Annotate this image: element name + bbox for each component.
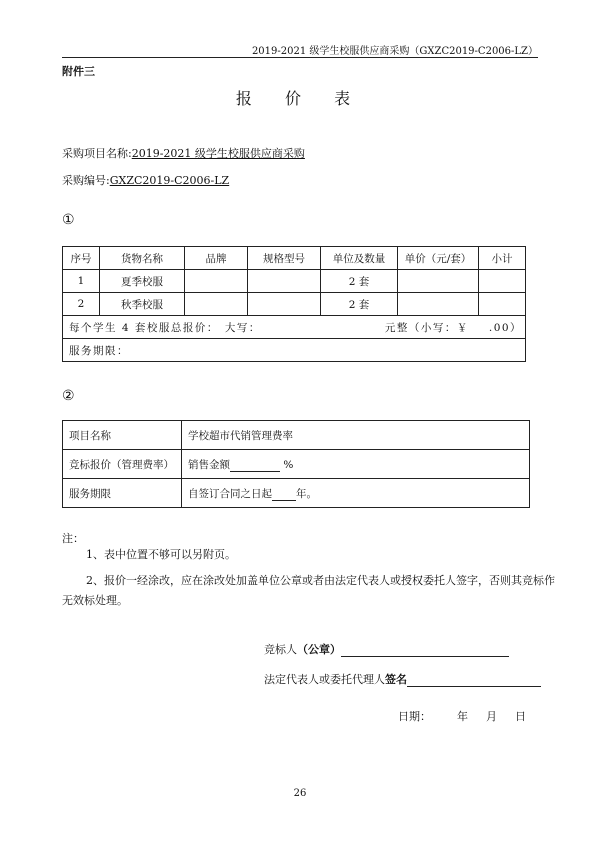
cell-unit-price[interactable] (398, 293, 479, 316)
cell-qty: 2 套 (321, 293, 398, 316)
table-row (63, 293, 526, 316)
period-years-blank[interactable] (272, 488, 296, 501)
col-header: 品牌 (185, 247, 248, 270)
project-code-line (62, 172, 229, 188)
cell-name: 秋季校服 (100, 293, 185, 316)
cell-no: 2 (63, 293, 100, 316)
fee-value: 学校超市代销管理费率 (182, 421, 530, 450)
total-row (63, 316, 526, 339)
running-header: 2019-2021 级学生校服供应商采购（GXZC2019-C2006-LZ） (251, 46, 538, 57)
col-header: 小计 (479, 247, 526, 270)
project-name-label: 采购项目名称: (62, 147, 132, 160)
table-row (63, 450, 530, 479)
fee-prefix: 销售金额 (188, 458, 230, 471)
cell-model[interactable] (248, 270, 321, 293)
col-header: 规格型号 (248, 247, 321, 270)
bidder-seal: （公章） (297, 643, 341, 656)
date-label: 日期： (398, 710, 431, 723)
cell-name: 夏季校服 (100, 270, 185, 293)
fee-label: 项目名称 (63, 421, 182, 450)
total-cell[interactable] (63, 316, 526, 339)
total-label: 每个学生 4 套校服总报价： (69, 321, 219, 334)
col-header: 货物名称 (100, 247, 185, 270)
date-day: 日 (515, 710, 526, 723)
cell-brand[interactable] (185, 270, 248, 293)
service-period-row (63, 339, 526, 362)
bidder-label: 竞标人 (264, 643, 297, 656)
table-row (63, 421, 530, 450)
rep-sign: 签名 (385, 673, 407, 686)
capital-suffix: 元整（小写：￥ (384, 321, 469, 334)
section1-marker: ① (62, 212, 75, 228)
fee-value[interactable] (182, 450, 530, 479)
table-row (63, 479, 530, 508)
cell-model[interactable] (248, 293, 321, 316)
project-code-label: 采购编号: (62, 174, 110, 187)
cell-brand[interactable] (185, 293, 248, 316)
page-title: 报 价 表 (235, 89, 365, 108)
table-row (63, 270, 526, 293)
quote-table (62, 246, 526, 362)
fee-label: 竞标报价（管理费率） (63, 450, 182, 479)
col-header: 单位及数量 (321, 247, 398, 270)
rep-label: 法定代表人或委托代理人 (264, 673, 385, 686)
notes-heading: 注： (62, 532, 84, 545)
fee-table (62, 420, 530, 508)
note-item-2-cont: 无效标处理。 (62, 594, 128, 607)
col-header: 单价（元/套） (398, 247, 479, 270)
page-number: 26 (293, 788, 307, 799)
service-period-label[interactable]: 服务期限： (63, 339, 526, 362)
period-suffix: 年。 (296, 487, 317, 500)
bidder-seal-blank[interactable] (341, 645, 509, 657)
date-line (398, 708, 526, 724)
rep-sign-blank[interactable] (407, 675, 541, 687)
col-header: 序号 (63, 247, 100, 270)
date-year: 年 (457, 710, 468, 723)
note-item-1: 1、表中位置不够可以另附页。 (86, 548, 236, 561)
cell-subtotal[interactable] (479, 270, 526, 293)
fee-suffix: % (283, 458, 294, 471)
period-prefix: 自签订合同之日起 (188, 487, 272, 500)
header-divider (62, 57, 538, 58)
cell-unit-price[interactable] (398, 270, 479, 293)
fee-value[interactable] (182, 479, 530, 508)
cell-subtotal[interactable] (479, 293, 526, 316)
project-name-line (62, 145, 305, 161)
attachment-label: 附件三 (62, 65, 95, 78)
capital-label: 大写： (224, 321, 261, 334)
section2-marker: ② (62, 388, 75, 404)
small-amount: .00） (488, 321, 523, 334)
note-item-2: 2、报价一经涂改，应在涂改处加盖单位公章或者由法定代表人或授权委托人签字，否则其竞标作 (86, 574, 555, 587)
project-name-value: 2019-2021 级学生校服供应商采购 (131, 147, 305, 160)
fee-rate-blank[interactable] (230, 459, 280, 472)
cell-no: 1 (63, 270, 100, 293)
project-code-value: GXZC2019-C2006-LZ (109, 174, 230, 187)
bidder-line (264, 641, 509, 657)
rep-line (264, 671, 541, 687)
fee-label: 服务期限 (63, 479, 182, 508)
quote-table-header (63, 247, 526, 270)
date-month: 月 (486, 710, 497, 723)
cell-qty: 2 套 (321, 270, 398, 293)
